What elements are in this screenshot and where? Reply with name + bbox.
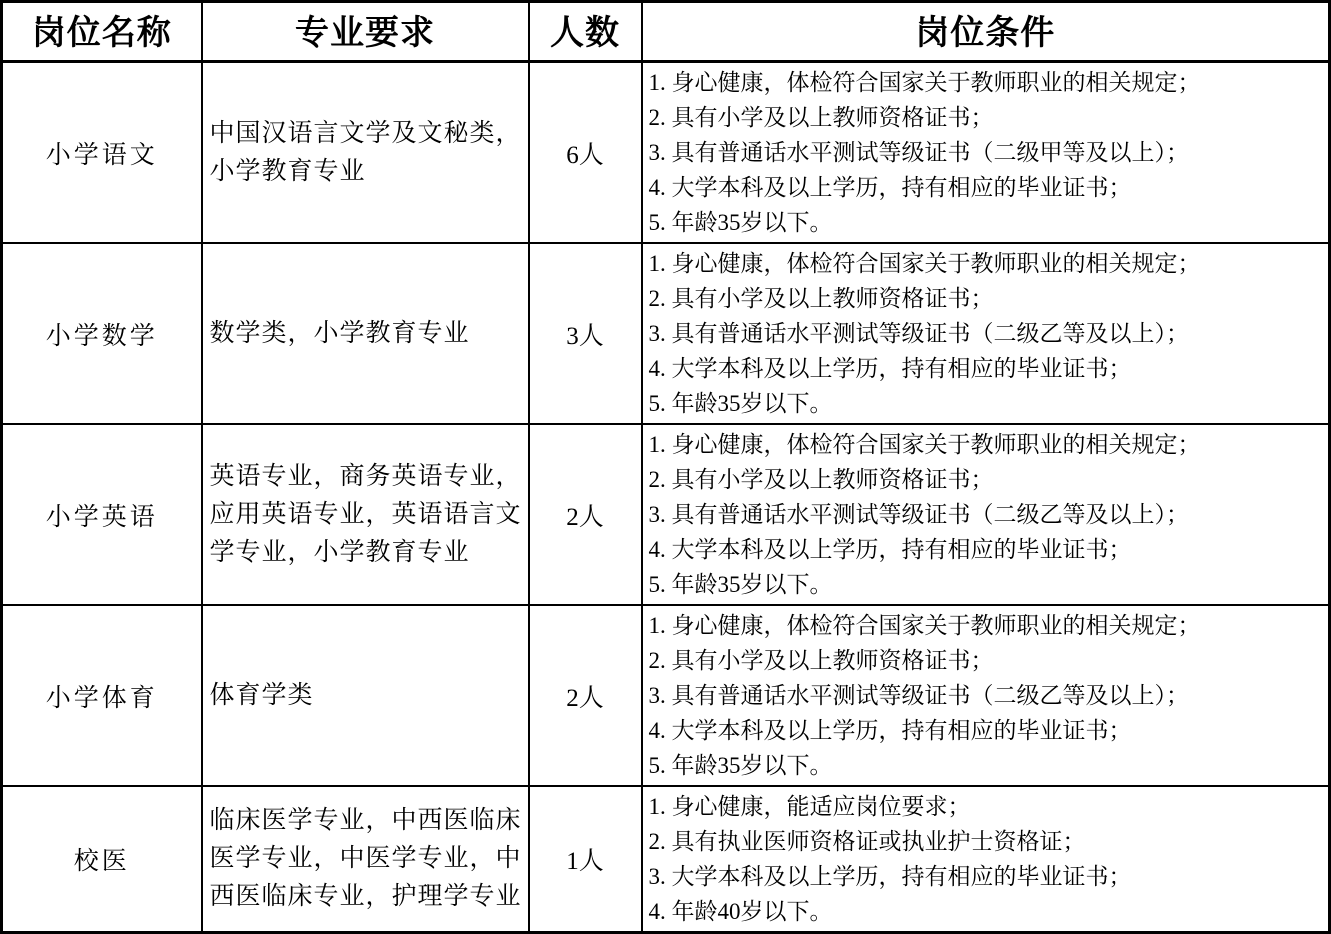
- headcount: 2人: [529, 605, 642, 786]
- table-row: [2, 243, 1330, 424]
- major-requirement: 英语专业，商务英语专业，应用英语专业，英语语言文学专业，小学教育专业: [202, 424, 529, 605]
- conditions-list: [649, 789, 1325, 929]
- position-name: 小学数学: [2, 243, 202, 424]
- condition-item: 5. 年龄35岁以下。: [648, 753, 833, 778]
- condition-item: 3. 大学本科及以上学历，持有相应的毕业证书；: [648, 864, 1132, 889]
- major-requirement: 临床医学专业，中西医临床医学专业，中医学专业，中西医临床专业，护理学专业: [202, 786, 529, 933]
- condition-item: 2. 具有小学及以上教师资格证书；: [648, 286, 994, 311]
- position-name: 小学英语: [2, 424, 202, 605]
- major-requirement: 中国汉语言文学及文秘类，小学教育专业: [202, 62, 529, 244]
- condition-item: 3. 具有普通话水平测试等级证书（二级乙等及以上）；: [648, 502, 1189, 527]
- table-row: [2, 605, 1330, 786]
- job-conditions: [642, 424, 1330, 605]
- condition-item: 2. 具有小学及以上教师资格证书；: [648, 105, 994, 130]
- condition-item: 5. 年龄35岁以下。: [648, 572, 833, 597]
- condition-item: 4. 大学本科及以上学历，持有相应的毕业证书；: [648, 175, 1132, 200]
- headcount: 1人: [529, 786, 642, 933]
- condition-item: 5. 年龄35岁以下。: [648, 391, 833, 416]
- condition-item: 2. 具有执业医师资格证或执业护士资格证；: [648, 829, 1086, 854]
- position-name: 校医: [2, 786, 202, 933]
- job-conditions: [642, 786, 1330, 933]
- condition-item: 4. 年龄40岁以下。: [648, 899, 833, 924]
- job-conditions: [642, 605, 1330, 786]
- table-row: [2, 62, 1330, 244]
- condition-item: 4. 大学本科及以上学历，持有相应的毕业证书；: [648, 356, 1132, 381]
- column-header-conditions: 岗位条件: [642, 2, 1330, 62]
- column-header-count: 人数: [529, 2, 642, 62]
- position-name: 小学体育: [2, 605, 202, 786]
- table-header-row: [2, 2, 1330, 62]
- condition-item: 1. 身心健康，体检符合国家关于教师职业的相关规定；: [648, 70, 1201, 95]
- headcount: 2人: [529, 424, 642, 605]
- condition-item: 4. 大学本科及以上学历，持有相应的毕业证书；: [648, 537, 1132, 562]
- condition-item: 1. 身心健康，体检符合国家关于教师职业的相关规定；: [648, 613, 1201, 638]
- condition-item: 4. 大学本科及以上学历，持有相应的毕业证书；: [648, 718, 1132, 743]
- condition-item: 1. 身心健康，体检符合国家关于教师职业的相关规定；: [648, 251, 1201, 276]
- job-conditions: [642, 62, 1330, 244]
- column-header-position: 岗位名称: [2, 2, 202, 62]
- major-requirement: 数学类，小学教育专业: [202, 243, 529, 424]
- condition-item: 2. 具有小学及以上教师资格证书；: [648, 467, 994, 492]
- conditions-list: [649, 608, 1325, 783]
- conditions-list: [649, 65, 1325, 240]
- column-header-major: 专业要求: [202, 2, 529, 62]
- table-row: [2, 786, 1330, 933]
- condition-item: 1. 身心健康，体检符合国家关于教师职业的相关规定；: [648, 432, 1201, 457]
- condition-item: 3. 具有普通话水平测试等级证书（二级甲等及以上）；: [648, 140, 1189, 165]
- condition-item: 5. 年龄35岁以下。: [648, 210, 833, 235]
- headcount: 3人: [529, 243, 642, 424]
- conditions-list: [649, 246, 1325, 421]
- condition-item: 1. 身心健康，能适应岗位要求；: [648, 794, 971, 819]
- conditions-list: [649, 427, 1325, 602]
- condition-item: 2. 具有小学及以上教师资格证书；: [648, 648, 994, 673]
- table-row: [2, 424, 1330, 605]
- job-conditions: [642, 243, 1330, 424]
- position-name: 小学语文: [2, 62, 202, 244]
- headcount: 6人: [529, 62, 642, 244]
- condition-item: 3. 具有普通话水平测试等级证书（二级乙等及以上）；: [648, 321, 1189, 346]
- condition-item: 3. 具有普通话水平测试等级证书（二级乙等及以上）；: [648, 683, 1189, 708]
- major-requirement: 体育学类: [202, 605, 529, 786]
